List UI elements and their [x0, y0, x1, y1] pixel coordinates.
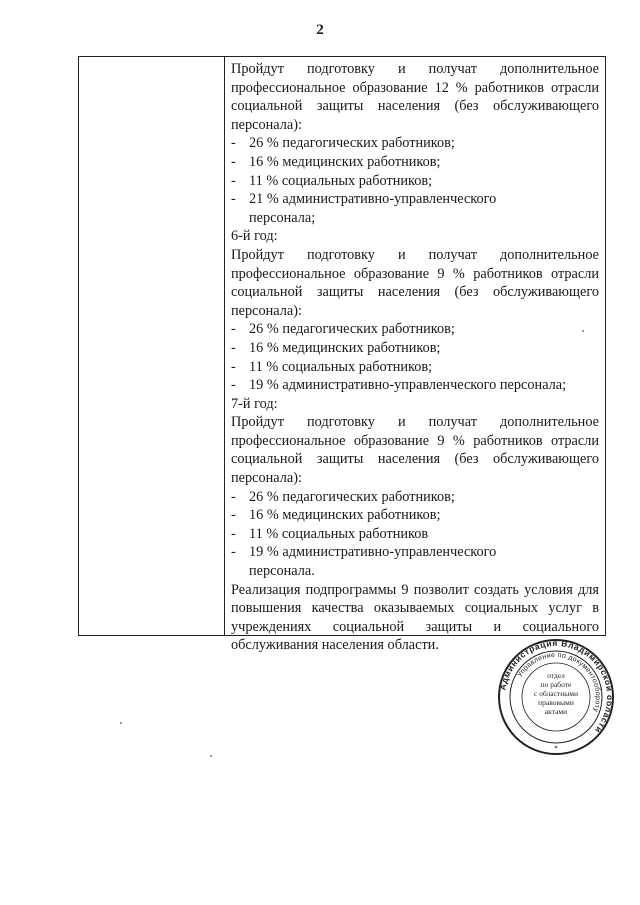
stamp-line: с областными [533, 689, 579, 698]
intro-year6: Пройдут подготовку и получат дополнительное профессиональное образование 9 % работников отрасли социальной защиты населения (без обслуживающего персонала): [231, 246, 599, 319]
scan-speck [582, 330, 584, 332]
svg-text:*: * [554, 744, 558, 753]
office-stamp [497, 638, 615, 756]
intro-year5: Пройдут подготовку и получат дополнительное профессиональное образование 12 % работников отрасли социальной защиты населения (без обслуживающего персонала): [231, 61, 599, 133]
table-left-cell [79, 57, 225, 635]
stamp-inner-text [519, 671, 593, 716]
list-year5 [231, 134, 599, 227]
list-item: - 11 % социальных работников [231, 525, 429, 542]
list-item: - 11 % социальных работников; [231, 172, 433, 189]
list-year7 [231, 488, 599, 581]
scan-speck [120, 722, 122, 724]
page-number: 2 [316, 22, 324, 38]
list-item: - 11 % социальных работников; [231, 358, 433, 375]
list-year6 [231, 320, 599, 394]
list-item: - 16 % медицинских работников; [231, 339, 441, 356]
list-item: - 26 % педагогических работников; [231, 321, 455, 338]
stamp-line: по работе [540, 680, 572, 689]
list-item: - 19 % административно-управленческого персонала; [231, 377, 567, 394]
list-item: - 26 % педагогических работников; [231, 488, 455, 505]
conclusion: Реализация подпрограммы 9 позволит создать условия для повышения качества оказываемых социальных услуг в учреждениях социальной защиты и социального обслуживания населения области. [231, 581, 599, 654]
stamp-outer-text: Администрация Владимирской области [497, 638, 615, 736]
year6-heading: 6-й год: [231, 228, 278, 245]
list-item: - 16 % медицинских работников; [231, 507, 441, 524]
table-right-cell [225, 57, 605, 654]
list-item: - 19 % административно-управленческого персонала. [231, 544, 497, 580]
intro-year7: Пройдут подготовку и получат дополнительное профессиональное образование 9 % работников отрасли социальной защиты населения (без обслуживающего персонала): [231, 414, 599, 487]
scan-speck [210, 755, 212, 757]
list-item: - 16 % медицинских работников; [231, 153, 441, 170]
year7-heading: 7-й год: [231, 395, 278, 412]
list-item: - 26 % педагогических работников; [231, 135, 455, 152]
list-item: - 21 % административно-управленческого персонала; [231, 191, 497, 226]
stamp-line: актами [544, 707, 568, 716]
stamp-ring-text: Управление по документообороту [516, 651, 602, 713]
stamp-line: правовыми [538, 698, 574, 707]
stamp-line: отдел [547, 671, 565, 680]
program-table [78, 56, 606, 654]
